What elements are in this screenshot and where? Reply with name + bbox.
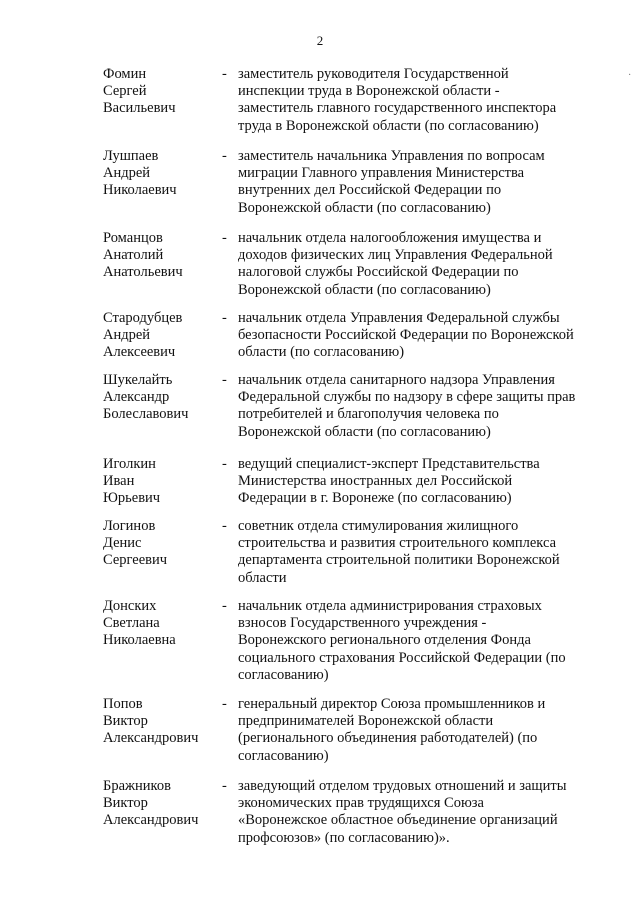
member-name-line: Сергей — [103, 83, 147, 100]
member-position-line: начальник отдела Управления Федеральной службы — [238, 310, 560, 326]
page-number: 2 — [316, 33, 324, 48]
member-position-line: начальник отдела налогообложения имущества и — [238, 230, 542, 246]
member-name — [103, 372, 215, 424]
member-position-line: заместитель главного государственного инспектора — [238, 100, 557, 117]
member-position-line: строительства и развития строительного комплекса — [238, 535, 557, 552]
member-position-line: Федеральной службы по надзору в сфере защиты прав — [238, 389, 576, 406]
member-dash: - — [222, 456, 227, 472]
member-name-line: Николаевна — [103, 632, 176, 649]
member-position — [238, 598, 588, 684]
member-dash: - — [222, 598, 227, 614]
member-name-line: Сергеевич — [103, 552, 168, 569]
member-dash: - — [222, 230, 227, 246]
member-position-line: налоговой службы Российской Федерации по — [238, 264, 519, 281]
member-position-line: начальник отдела администрирования страховых — [238, 598, 542, 614]
member-position — [238, 456, 588, 508]
member-name-line: Иван — [103, 473, 135, 490]
member-name — [103, 696, 215, 748]
member-name — [103, 518, 215, 570]
member-name — [103, 230, 215, 282]
member-name-line: Анатольевич — [103, 264, 183, 281]
member-position-line: потребителей и благополучия человека по — [238, 406, 499, 423]
member-name-line: Стародубцев — [103, 310, 183, 326]
member-position-line: заведующий отделом трудовых отношений и защиты — [238, 778, 567, 794]
member-dash: - — [222, 518, 227, 534]
member-position-line: предпринимателей Воронежской области — [238, 713, 494, 730]
member-name-line: Шукелайть — [103, 372, 173, 388]
member-name-line: Романцов — [103, 230, 163, 246]
member-position-line: труда в Воронежской области (по согласованию) — [238, 117, 539, 134]
member-name — [103, 148, 215, 200]
member-position-line: Воронежской области (по согласованию) — [238, 281, 491, 298]
member-name-line: Иголкин — [103, 456, 156, 472]
member-name-line: Донских — [103, 598, 157, 614]
member-position-line: «Воронежское областное объединение организаций — [238, 812, 558, 829]
member-name-line: Лушпаев — [103, 148, 159, 164]
member-position-line: согласованию) — [238, 666, 329, 683]
member-position-line: профсоюзов» (по согласованию)». — [238, 829, 450, 846]
member-dash: - — [222, 310, 227, 326]
member-name-line: Денис — [103, 535, 142, 552]
member-name — [103, 778, 215, 830]
member-name-line: Николаевич — [103, 182, 177, 199]
member-position-line: заместитель начальника Управления по вопросам — [238, 148, 545, 164]
member-position-line: ведущий специалист-эксперт Представительства — [238, 456, 540, 472]
member-position-line: миграции Главного управления Министерства — [238, 165, 525, 182]
member-position-line: экономических прав трудящихся Союза — [238, 795, 484, 812]
member-name-line: Виктор — [103, 795, 148, 812]
member-dash: - — [222, 66, 227, 82]
member-position-line: Воронежской области (по согласованию) — [238, 423, 491, 440]
member-position-line: начальник отдела санитарного надзора Управления — [238, 372, 555, 388]
member-position-line: социального страхования Российской Федерации (по — [238, 649, 566, 666]
member-name-line: Алексеевич — [103, 344, 176, 361]
member-position — [238, 696, 588, 765]
member-position-line: безопасности Российской Федерации по Воронежской — [238, 327, 574, 344]
member-name-line: Андрей — [103, 165, 151, 182]
member-name — [103, 310, 215, 362]
member-position — [238, 518, 588, 587]
member-position-line: области — [238, 569, 287, 586]
member-position-line: заместитель руководителя Государственной — [238, 66, 509, 82]
member-dash: - — [222, 372, 227, 388]
member-position-line: инспекции труда в Воронежской области - — [238, 83, 500, 100]
member-name-line: Бражников — [103, 778, 171, 794]
member-position-line: взносов Государственного учреждения - — [238, 615, 487, 632]
member-position-line: Министерства иностранных дел Российской — [238, 473, 513, 490]
member-name-line: Александрович — [103, 730, 199, 747]
member-dash: - — [222, 148, 227, 164]
member-name-line: Юрьевич — [103, 490, 161, 507]
member-name-line: Логинов — [103, 518, 156, 534]
member-position-line: согласованию) — [238, 747, 329, 764]
member-dash: - — [222, 696, 227, 712]
member-position-line: внутренних дел Российской Федерации по — [238, 182, 502, 199]
member-position-line: Федерации в г. Воронеже (по согласованию) — [238, 490, 512, 507]
member-position-line: советник отдела стимулирования жилищного — [238, 518, 519, 534]
member-position — [238, 310, 588, 362]
member-position-line: области (по согласованию) — [238, 344, 405, 361]
member-name-line: Александрович — [103, 812, 199, 829]
member-name-line: Анатолий — [103, 247, 164, 264]
member-name-line: Андрей — [103, 327, 151, 344]
margin-mark: · — [628, 70, 632, 81]
member-position-line: департамента строительной политики Воронежской — [238, 552, 560, 569]
member-name-line: Болеславович — [103, 406, 189, 423]
member-name-line: Светлана — [103, 615, 160, 632]
member-name — [103, 598, 215, 650]
member-position-line: доходов физических лиц Управления Федеральной — [238, 247, 553, 264]
member-name-line: Александр — [103, 389, 170, 406]
member-name — [103, 66, 215, 118]
member-position-line: генеральный директор Союза промышленников и — [238, 696, 546, 712]
member-name-line: Виктор — [103, 713, 148, 730]
member-position — [238, 148, 588, 217]
member-position — [238, 778, 588, 847]
member-position-line: Воронежского регионального отделения Фонда — [238, 632, 531, 649]
member-position — [238, 66, 588, 135]
member-position — [238, 372, 588, 441]
member-name-line: Попов — [103, 696, 143, 712]
member-name-line: Фомин — [103, 66, 147, 82]
member-position-line: (регионального объединения работодателей) (по — [238, 730, 538, 747]
member-name — [103, 456, 215, 508]
member-dash: - — [222, 778, 227, 794]
member-position-line: Воронежской области (по согласованию) — [238, 199, 491, 216]
member-position — [238, 230, 588, 299]
member-name-line: Васильевич — [103, 100, 176, 117]
